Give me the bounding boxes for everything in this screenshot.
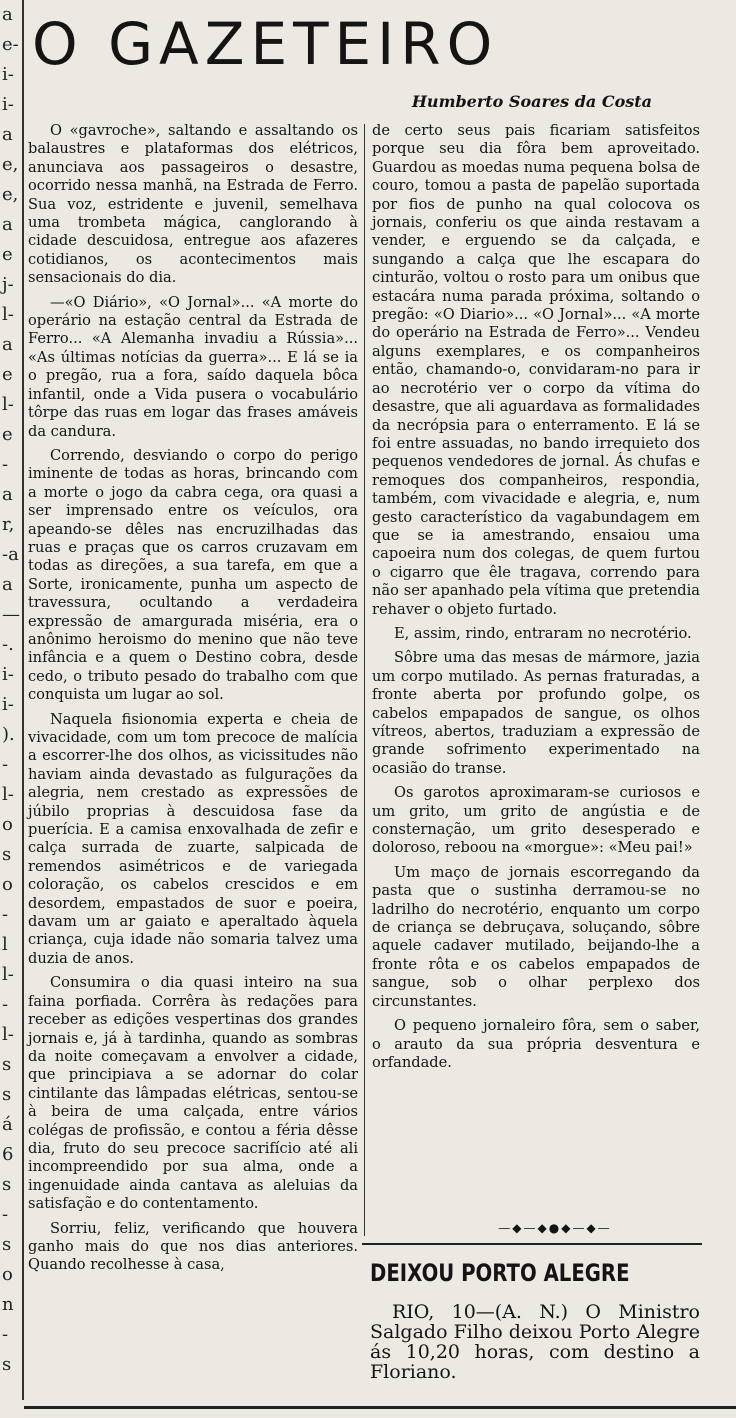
paragraph: —«O Diário», «O Jornal»... «A morte do operário na estação central da Estrada de Ferro... «A Alemanha invadiu a Rússia»... «As últimas notícias da guerra»... E lá se ia o pregão, rua a fora, saído daquela bôca infantil, onde a Vida pusera o vocabulário tôrpe das ruas em logar das frases amáveis da candura.	[28, 293, 358, 440]
edge-fragment: o	[2, 1264, 13, 1285]
paragraph: E, assim, rindo, entraram no necrotério.	[394, 624, 692, 642]
edge-fragment: l-	[2, 1024, 14, 1045]
edge-fragment: l-	[2, 394, 14, 415]
edge-fragment: a	[2, 334, 13, 355]
edge-fragment: o	[2, 874, 13, 895]
edge-fragment: s	[2, 1054, 12, 1075]
edge-fragment: e-	[2, 34, 19, 55]
edge-fragment: n	[2, 1294, 14, 1315]
edge-fragment: l-	[2, 784, 14, 805]
edge-fragment: —	[2, 604, 20, 625]
paragraph: de certo seus pais ficariam satisfeitos porque seu dia fôra bem aproveitado. Guardou as moedas numa pequena bolsa de couro, tomou a pasta de papelão suportada por fios de punho na qual colocova os jornais, conferiu os que ainda restavam a vender, e erguendo se da calçada, e sungando a calça que lhe escapara do cinturão, voltou o rosto para um onibus que estacára numa parada próxima, soltando o pregão: «O Diario»... «O Jornal»... «A morte do operário na Estrada de Ferro»... Vendeu alguns exemplares, e os companheiros então, chamando-o, convidaram-no para ir ao necrotério ver o corpo da vítima do desastre, que ali aguardava as formalidades da necrópsia para o enterramento. E lá se foi entre assuadas, no bando irrequieto dos pequenos vendedores de jornal. Ás chufas e remoques dos companheiros, respondia, também, com vivacidade e alegria, e, num gesto característico da vagabundagem em que se ia amestrando, ensaiou uma capoeira num dos colegas, de quem furtou o cigarro que êle tragava, correndo para não ser apanhado pela vítima que pretendia rehaver o objeto furtado.	[372, 122, 700, 618]
edge-fragment: r,	[2, 514, 15, 535]
cropped-left-column	[0, 0, 20, 1418]
edge-fragment: l-	[2, 964, 14, 985]
edge-fragment: e	[2, 424, 13, 445]
column-divider	[364, 124, 365, 1236]
paragraph: O pequeno jornaleiro fôra, sem o saber, o arauto da sua própria desventura e orfandade.	[372, 1017, 700, 1071]
edge-fragment: ).	[2, 724, 15, 745]
edge-fragment: á	[2, 1114, 13, 1135]
edge-fragment: e,	[2, 184, 19, 205]
edge-fragment: 6	[2, 1144, 14, 1165]
edge-fragment: -	[2, 1324, 9, 1345]
edge-fragment: a	[2, 484, 13, 505]
edge-fragment: i-	[2, 94, 14, 115]
edge-fragment: l	[2, 934, 8, 955]
article-column-2	[372, 122, 700, 1078]
edge-fragment: -.	[2, 634, 14, 655]
edge-fragment: e,	[2, 154, 19, 175]
edge-fragment: -	[2, 994, 9, 1015]
edge-fragment: a	[2, 214, 13, 235]
paragraph: Sorriu, feliz, verificando que houvera ganho mais do que nos dias anteriores. Quando recolhesse à casa,	[28, 1219, 358, 1274]
edge-fragment: s	[2, 1174, 12, 1195]
paragraph: Naquela fisionomia experta e cheia de vivacidade, com um tom precoce de malícia a escorrer-lhe dos olhos, as vicissitudes não haviam ainda devastado as fulgurações da alegria, nem crestado as expressões de júbilo proprias à descuidosa fase da puerícia. E a camisa enxovalhada de zefir e calça surrada de zuarte, salpicada de remendos asimétricos e de variegada coloração, os cabelos crescidos e em desordem, empastados de suor e poeira, davam um ar gaiato e aperaltado àquela criança, cuja idade não somaria talvez uma duzia de anos.	[28, 710, 358, 967]
edge-fragment: -	[2, 904, 9, 925]
article-author: Humberto Soares da Costa	[411, 92, 652, 111]
edge-fragment: a	[2, 124, 13, 145]
bottom-rule	[24, 1406, 736, 1409]
section-rule	[362, 1243, 702, 1245]
edge-fragment: o	[2, 814, 13, 835]
edge-fragment: -a	[2, 544, 19, 565]
edge-fragment: i-	[2, 694, 14, 715]
paragraph: Os garotos aproximaram-se curiosos e um grito, um grito de angústia e de consternação, um grito desesperado e doloroso, reboou na «morgue»: «Meu pai!»	[372, 784, 700, 857]
news-paragraph: RIO, 10—(A. N.) O Ministro Salgado Filho deixou Porto Alegre ás 10,20 horas, com destino a Floriano.	[370, 1301, 700, 1383]
edge-fragment: a	[2, 574, 13, 595]
edge-fragment: j-	[2, 274, 14, 295]
edge-fragment: s	[2, 1354, 12, 1375]
edge-fragment: s	[2, 1084, 12, 1105]
edge-fragment: i-	[2, 64, 14, 85]
edge-fragment: -	[2, 754, 9, 775]
section-ornament: —◆—◆●◆—◆—	[498, 1221, 612, 1235]
article-column-1	[28, 122, 358, 1281]
paragraph: Correndo, desviando o corpo do perigo iminente de todas as horas, brincando com a morte o jogo da cabra cega, ora quasi a ser imprensado entre os veículos, ora apeando-se dêles nas encruzilhadas das ruas e praças que os carros cruzavam em todas as direções, a sua tarefa, em que a Sorte, ironicamente, punha um aspecto de travessura, ocultando a verdadeira expressão de amargurada miséria, era o anônimo heroismo do menino que não teve infância e a quem o Destino cobra, desde cedo, o tributo pesado do trabalho com que conquista um lugar ao sol.	[28, 446, 358, 704]
paragraph: O «gavroche», saltando e assaltando os balaustres e plataformas dos elétricos, anunciava aos passageiros o desastre, ocorrido nessa manhã, na Estrada de Ferro. Sua voz, estridente e juvenil, semelhava uma trombeta mágica, canglorando à cidade descuidosa, entregue aos afazeres cotidianos, os acontecimentos mais sensacionais do dia.	[28, 122, 358, 287]
edge-fragment: e	[2, 244, 13, 265]
news-body	[370, 1302, 700, 1382]
edge-fragment: l-	[2, 304, 14, 325]
edge-fragment: i-	[2, 664, 14, 685]
edge-fragment: -	[2, 454, 9, 475]
edge-fragment: s	[2, 1234, 12, 1255]
left-column-rule	[22, 0, 24, 1400]
edge-fragment: e	[2, 364, 13, 385]
article-title: O GAZETEIRO	[32, 10, 499, 78]
paragraph: Sôbre uma das mesas de mármore, jazia um corpo mutilado. As pernas fraturadas, a fronte aberta por profundo golpe, os cabelos empapados de sangue, os olhos vítreos, abertos, traduziam a expressão de grande sofrimento experimentado na ocasião do transe.	[372, 649, 700, 777]
news-headline: DEIXOU PORTO ALEGRE	[370, 1259, 630, 1287]
edge-fragment: s	[2, 844, 12, 865]
edge-fragment: a	[2, 4, 13, 25]
edge-fragment: -	[2, 1204, 9, 1225]
paragraph: Consumira o dia quasi inteiro na sua faina porfiada. Corrêra às redações para receber as edições vespertinas dos grandes jornais e, já à tardinha, quando as sombras da noite começavam a envolver a cidade, que principiava a se adornar do colar cintilante das lâmpadas elétricas, sentou-se à beira de uma calçada, entre vários colégas de profissão, e contou a féria dêsse dia, fruto do seu precoce sacrifício até ali incompreendido por sua alma, onde a ingenuidade ainda cantava as aleluias da satisfação e do contentamento.	[28, 974, 358, 1213]
paragraph: Um maço de jornais escorregando da pasta que o sustinha derramou-se no ladrilho do necrotério, enquanto um corpo de criança se debruçava, soluçando, sôbre aquele cadaver mutilado, beijando-lhe a fronte rôta e os cabelos empapados de sangue, sob o olhar perplexo dos circunstantes.	[372, 863, 700, 1010]
